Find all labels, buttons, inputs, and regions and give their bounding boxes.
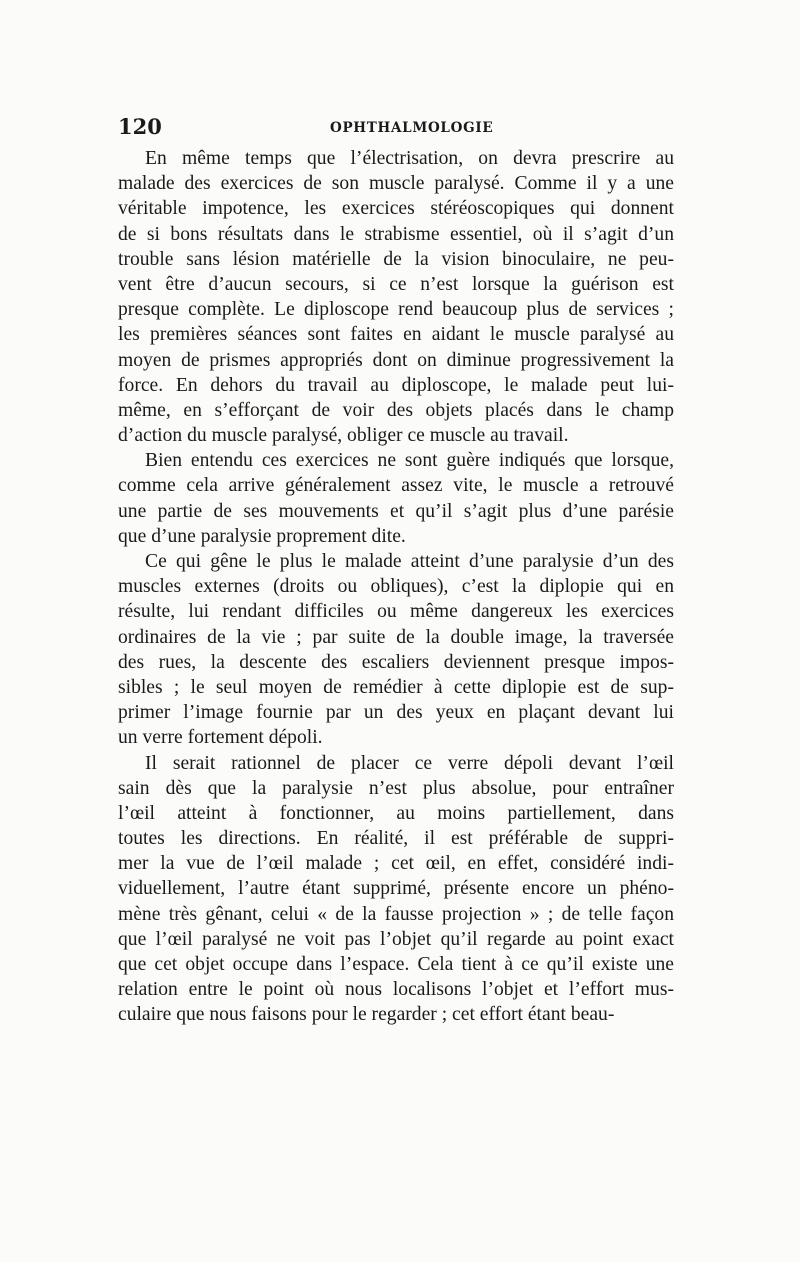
text-line: malade des exercices de son muscle paralysé. Comme il y a une: [118, 173, 674, 195]
text-line: En même temps que l’électrisation, on devra prescrire au: [145, 148, 674, 169]
text-line: véritable impotence, les exercices stéréoscopiques qui donnent: [118, 198, 674, 220]
text-line: Bien entendu ces exercices ne sont guère indiqués que lorsque,: [145, 450, 674, 472]
page-number: 120: [118, 114, 162, 139]
text-line: primer l’image fournie par un des yeux en plaçant devant lui: [118, 702, 674, 724]
body-text: [118, 146, 674, 1028]
text-line: que l’œil paralysé ne voit pas l’objet qu’il regarde au point exact: [118, 928, 674, 950]
text-line: Ce qui gêne le plus le malade atteint d’une paralysie d’un des: [145, 551, 674, 572]
text-line: sain dès que la paralysie n’est plus absolue, pour entraîner: [118, 777, 674, 799]
text-line: d’action du muscle paralysé, obliger ce muscle au travail.: [118, 425, 569, 447]
paragraph: [118, 146, 674, 448]
text-line: un verre fortement dépoli.: [118, 727, 323, 749]
text-line: même, en s’efforçant de voir des objets placés dans le champ: [118, 399, 674, 421]
text-line: force. En dehors du travail au diploscope, le malade peut lui-: [118, 374, 674, 396]
paragraph: [118, 549, 674, 751]
text-line: que cet objet occupe dans l’espace. Cela tient à ce qu’il existe une: [118, 954, 674, 975]
paragraph: [118, 751, 674, 1028]
text-line: mer la vue de l’œil malade ; cet œil, en effet, considéré indi-: [118, 853, 674, 875]
text-line: moyen de prismes appropriés dont on diminue progressivement la: [118, 349, 674, 371]
text-line: viduellement, l’autre étant supprimé, présente encore un phéno-: [118, 878, 674, 900]
text-line: culaire que nous faisons pour le regarder ; cet effort étant beau-: [118, 1004, 615, 1026]
text-line: Il serait rationnel de placer ce verre dépoli devant l’œil: [145, 752, 674, 774]
text-line: vent être d’aucun secours, si ce n’est lorsque la guérison est: [118, 273, 674, 295]
text-line: trouble sans lésion matérielle de la vision binoculaire, ne peu-: [118, 248, 674, 270]
text-line: presque complète. Le diploscope rend beaucoup plus de services ;: [118, 299, 674, 321]
text-line: comme cela arrive généralement assez vite, le muscle a retrouvé: [118, 475, 674, 497]
text-line: une partie de ses mouvements et qu’il s’agit plus d’une parésie: [118, 500, 674, 522]
page-header: [118, 112, 678, 142]
text-line: sibles ; le seul moyen de remédier à cette diplopie est de sup-: [118, 676, 674, 698]
text-line: les premières séances sont faites en aidant le muscle paralysé au: [118, 324, 674, 346]
paragraph: [118, 448, 674, 549]
text-line: de si bons résultats dans le strabisme essentiel, où il s’agit d’un: [118, 223, 674, 245]
text-line: résulte, lui rendant difficiles ou même dangereux les exercices: [118, 601, 674, 623]
running-title: OPHTHALMOLOGIE: [330, 120, 494, 136]
text-line: muscles externes (droits ou obliques), c’est la diplopie qui en: [118, 576, 674, 598]
text-line: toutes les directions. En réalité, il est préférable de suppri-: [118, 828, 674, 850]
text-line: mène très gênant, celui « de la fausse projection » ; de telle façon: [118, 903, 674, 925]
text-line: l’œil atteint à fonctionner, au moins partiellement, dans: [118, 802, 674, 824]
text-line: que d’une paralysie proprement dite.: [118, 525, 406, 547]
text-line: des rues, la descente des escaliers deviennent presque impos-: [118, 651, 674, 673]
text-line: relation entre le point où nous localisons l’objet et l’effort mus-: [118, 979, 674, 1001]
text-line: ordinaires de la vie ; par suite de la double image, la traversée: [118, 626, 674, 648]
